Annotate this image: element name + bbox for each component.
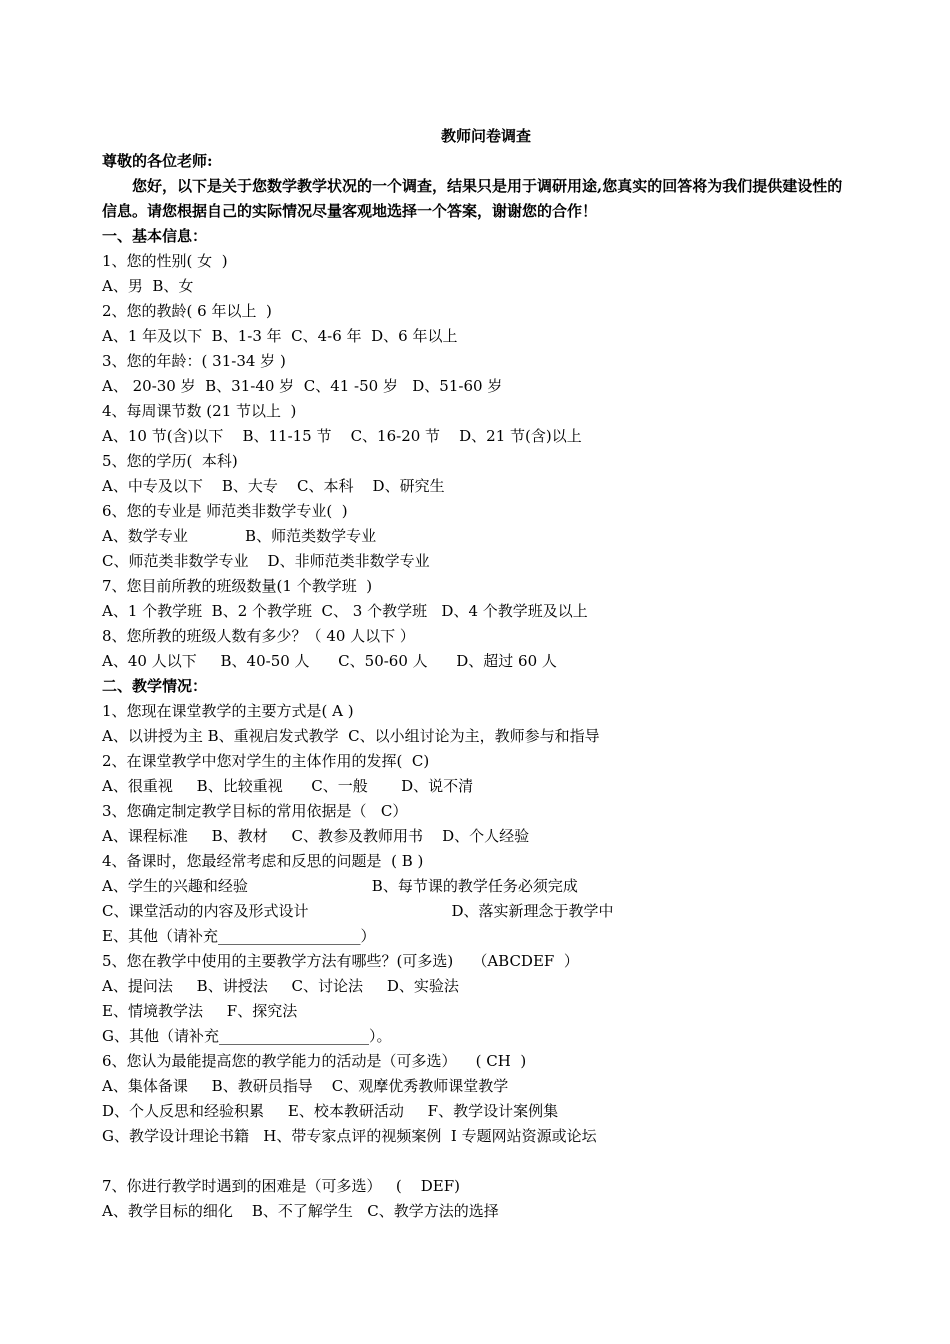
question-line: 5、您在教学中使用的主要教学方法有哪些？(可多选) （ABCDEF ） bbox=[102, 952, 579, 970]
document-title: 教师问卷调查 bbox=[440, 127, 531, 145]
question-line: 8、您所教的班级人数有多少？（ 40 人以下 ） bbox=[102, 627, 415, 645]
question-line: 2、您的教龄( 6 年以上 ) bbox=[102, 302, 272, 320]
options-line: A、课程标准 B、教材 C、教参及教师用书 D、个人经验 bbox=[102, 827, 530, 845]
options-line: E、其他（请补充___________________） bbox=[102, 927, 376, 945]
options-line: G、教学设计理论书籍 H、带专家点评的视频案例 I 专题网站资源或论坛 bbox=[102, 1127, 597, 1145]
question-line: 4、备课时，您最经常考虑和反思的问题是 ( B ) bbox=[102, 852, 424, 870]
options-line: A、以讲授为主 B、重视启发式教学 C、以小组讨论为主，教师参与和指导 bbox=[102, 727, 600, 745]
options-line: C、师范类非数学专业 D、非师范类非数学专业 bbox=[102, 552, 430, 570]
options-line: D、个人反思和经验积累 E、校本教研活动 F、教学设计案例集 bbox=[102, 1102, 559, 1120]
question-line: 5、您的学历( 本科) bbox=[102, 452, 238, 470]
question-line: 4、每周课节数 (21 节以上 ) bbox=[102, 402, 297, 420]
options-line: A、数学专业 B、师范类数学专业 bbox=[102, 527, 377, 545]
question-line: 1、您的性别( 女 ) bbox=[102, 252, 228, 270]
question-line: 7、您目前所教的班级数量(1 个教学班 ) bbox=[102, 577, 373, 595]
options-line: C、课堂活动的内容及形式设计 D、落实新理念于教学中 bbox=[102, 902, 614, 920]
question-line: 3、您确定制定教学目标的常用依据是（ C） bbox=[102, 802, 408, 820]
options-line: A、很重视 B、比较重视 C、一般 D、说不清 bbox=[102, 777, 474, 795]
intro-paragraph: 您好，以下是关于您数学教学状况的一个调查，结果只是用于调研用途,您真实的回答将为我们提供建设性的信息。请您根据自己的实际情况尽量客观地选择一个答案，谢谢您的合作！ bbox=[102, 177, 843, 220]
question-line: 3、您的年龄：( 31-34 岁 ) bbox=[102, 352, 286, 370]
options-line: A、1 年及以下 B、1-3 年 C、4-6 年 D、6 年以上 bbox=[102, 327, 458, 345]
options-line: A、集体备课 B、教研员指导 C、观摩优秀教师课堂教学 bbox=[102, 1077, 509, 1095]
options-line: A、40 人以下 B、40-50 人 C、50-60 人 D、超过 60 人 bbox=[102, 652, 557, 670]
options-line: A、男 B、女 bbox=[102, 277, 194, 295]
options-line: A、 20-30 岁 B、31-40 岁 C、41 -50 岁 D、51-60 岁 bbox=[102, 377, 503, 395]
question-line: 1、您现在课堂教学的主要方式是( A ) bbox=[102, 702, 354, 720]
blank-line bbox=[102, 1149, 852, 1174]
options-line: A、提问法 B、讲授法 C、讨论法 D、实验法 bbox=[102, 977, 459, 995]
options-line: E、情境教学法 F、探究法 bbox=[102, 1002, 298, 1020]
options-line: A、教学目标的细化 B、不了解学生 C、教学方法的选择 bbox=[102, 1202, 499, 1220]
question-line: 6、您的专业是 师范类非数学专业( ) bbox=[102, 502, 348, 520]
options-line: A、1 个教学班 B、2 个教学班 C、 3 个教学班 D、4 个教学班及以上 bbox=[102, 602, 588, 620]
question-line: 6、您认为最能提高您的教学能力的活动是（可多选） ( CH ) bbox=[102, 1052, 527, 1070]
greeting: 尊敬的各位老师: bbox=[102, 152, 213, 170]
document-content bbox=[102, 124, 852, 1224]
question-line: 7、你进行教学时遇到的困难是（可多选） ( DEF) bbox=[102, 1177, 461, 1195]
question-line: 2、在课堂教学中您对学生的主体作用的发挥( C) bbox=[102, 752, 430, 770]
options-line: A、学生的兴趣和经验 B、每节课的教学任务必须完成 bbox=[102, 877, 578, 895]
section-heading-teaching: 二、教学情况： bbox=[102, 677, 208, 695]
options-line: A、中专及以下 B、大专 C、本科 D、研究生 bbox=[102, 477, 445, 495]
options-line: G、其他（请补充____________________）。 bbox=[102, 1027, 392, 1045]
options-line: A、10 节(含)以下 B、11-15 节 C、16-20 节 D、21 节(含)以上 bbox=[102, 427, 582, 445]
section-heading-basic-info: 一、基本信息： bbox=[102, 227, 208, 245]
